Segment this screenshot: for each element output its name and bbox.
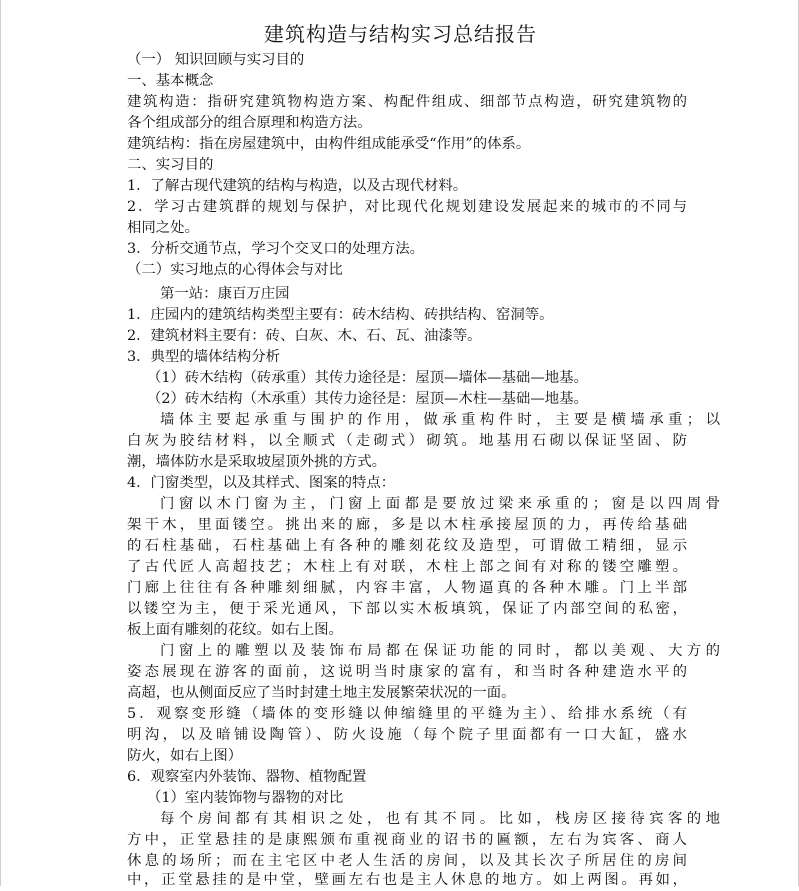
paragraph-line: 建筑结构：指在房屋建筑中，由构件组成能承受“作用”的体系。 <box>127 136 531 152</box>
stop-heading: 第一站：康百万庄园 <box>160 286 290 302</box>
document-title: 建筑构造与结构实习总结报告 <box>264 22 537 46</box>
list-item-continuation: 明沟，以及暗铺设陶管）、防火设施（每个院子里面都有一口大缸，盛水 <box>127 727 687 743</box>
paragraph-line: 休息的场所；而在主宅区中老人生活的房间，以及其长次子所居住的房间 <box>127 853 687 869</box>
paragraph-line: 各个组成部分的组合原理和构造方法。 <box>127 115 372 131</box>
paragraph-line: 方中，正堂悬挂的是康熙颁布重视商业的诏书的匾额，左右为宾客、商人 <box>127 832 687 848</box>
subheading-purpose: 二、实习目的 <box>127 157 214 173</box>
list-item: 2．学习古建筑群的规划与保护，对比现代化规划建设发展起来的城市的不同与 <box>127 199 687 215</box>
list-item: 3．典型的墙体结构分析 <box>127 349 281 365</box>
subheading-basic-concepts: 一、基本概念 <box>127 73 214 89</box>
paragraph-line: 门廊上往往有各种雕刻细腻，内容丰富，人物逼真的各种木雕。门上半部 <box>127 580 687 596</box>
paragraph-line: 门窗上的雕塑以及装饰布局都在保证功能的同时，都以美观、大方的 <box>160 643 720 659</box>
paragraph-line: 建筑构造：指研究建筑物构造方案、构配件组成、细部节点构造，研究建筑物的 <box>127 94 687 110</box>
paragraph-line: 姿态展现在游客的面前，这说明当时康家的富有，和当时各种建造水平的 <box>127 664 687 680</box>
sub-list-item: （1）砖木结构（砖承重）其传力途径是：屋顶—墙体—基础—地基。 <box>147 370 588 386</box>
paragraph-line: 中，正堂悬挂的是中堂，壁画左右也是主人休息的地方。如上两图。再如， <box>127 872 687 888</box>
list-item: 3．分析交通节点，学习个交叉口的处理方法。 <box>127 241 424 257</box>
paragraph-line: 板上面有雕刻的花纹。如右上图。 <box>127 622 343 638</box>
paragraph-line: 以镂空为主，便于采光通风，下部以实木板填筑，保证了内部空间的私密， <box>127 601 687 617</box>
sub-list-item: （2）砖木结构（木承重）其传力途径是：屋顶—木柱—基础—地基。 <box>147 391 588 407</box>
paragraph-line: 高超，也从侧面反应了当时封建土地主发展繁荣状况的一面。 <box>127 685 516 701</box>
paragraph-line: 的石柱基础，石柱基础上有各种的雕刻花纹及造型，可谓做工精细，显示 <box>127 538 687 554</box>
list-item: 2．建筑材料主要有：砖、白灰、木、石、瓦、油漆等。 <box>127 328 482 344</box>
list-item-continuation: 防火，如右上图） <box>127 748 243 764</box>
list-item-continuation: 相同之处。 <box>127 220 199 236</box>
section-heading-1: （一） 知识回顾与实习目的 <box>127 52 305 68</box>
paragraph-line: 白灰为胶结材料，以全顺式（走砌式）砌筑。地基用石砌以保证坚固、防 <box>127 433 687 449</box>
list-item: 1．庄园内的建筑结构类型主要有：砖木结构、砖拱结构、窑洞等。 <box>127 307 554 323</box>
list-item: 1．了解古现代建筑的结构与构造，以及古现代材料。 <box>127 178 468 194</box>
paragraph-line: 墙体主要起承重与围护的作用，做承重构件时，主要是横墙承重；以 <box>160 412 720 428</box>
paragraph-line: 潮，墙体防水是采取坡屋顶外挑的方式。 <box>127 454 387 470</box>
sub-list-item: （1）室内装饰物与器物的对比 <box>147 790 344 806</box>
section-heading-2: （二）实习地点的心得体会与对比 <box>127 262 343 278</box>
paragraph-line: 门窗以木门窗为主，门窗上面都是要放过梁来承重的；窗是以四周骨 <box>160 496 720 512</box>
paragraph-line: 架干木，里面镂空。挑出来的廊，多是以木柱承接屋顶的力，再传给基础 <box>127 517 687 533</box>
paragraph-line: 每个房间都有其相识之处，也有其不同。比如，栈房区接待宾客的地 <box>160 811 720 827</box>
list-item: 6．观察室内外装饰、器物、植物配置 <box>127 769 367 785</box>
list-item: 5．观察变形缝（墙体的变形缝以伸缩缝里的平缝为主）、给排水系统（有 <box>127 706 687 722</box>
paragraph-line: 了古代匠人高超技艺；木柱上有对联，木柱上部之间有对称的镂空雕塑。 <box>127 559 687 575</box>
list-item: 4．门窗类型，以及其样式、图案的特点： <box>127 475 396 491</box>
